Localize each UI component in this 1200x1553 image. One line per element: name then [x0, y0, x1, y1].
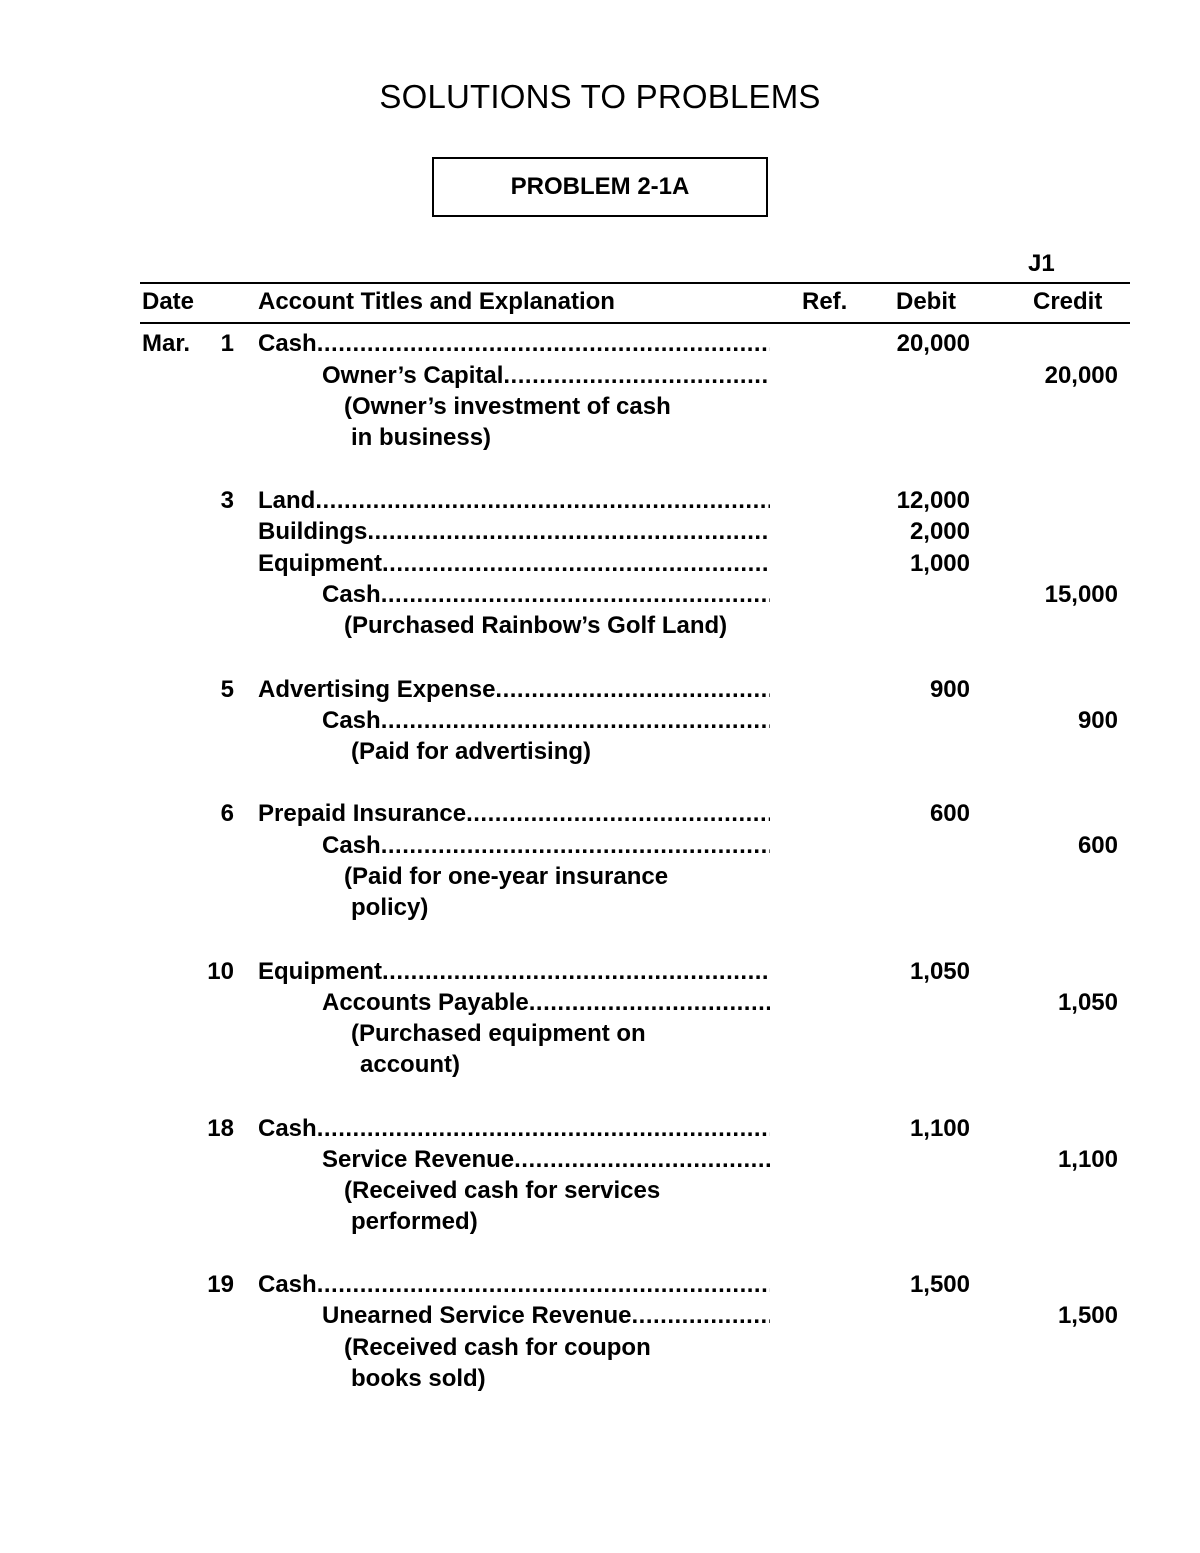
explanation-line	[0, 1049, 1200, 1080]
debit-account: Land .....	[258, 485, 770, 516]
problem-label: PROBLEM 2-1A	[510, 173, 690, 200]
col-header-date: Date	[142, 288, 195, 315]
journal-row	[0, 1269, 1200, 1300]
header-rule-top	[140, 282, 1130, 284]
credit-account: Cash .....	[322, 705, 770, 736]
entry-month: Mar.	[142, 330, 191, 357]
debit-amount: 12,000	[896, 487, 970, 514]
journal-row	[0, 987, 1200, 1018]
page-title: SOLUTIONS TO PROBLEMS	[379, 78, 821, 115]
journal-row	[0, 328, 1200, 359]
explanation-line	[0, 736, 1200, 767]
debit-amount: 1,100	[909, 1115, 970, 1142]
credit-amount: 15,000	[1044, 581, 1118, 608]
credit-account: Unearned Service Revenue .....	[322, 1300, 770, 1331]
credit-account: Owner’s Capital .....	[322, 360, 770, 391]
explanation-line	[0, 1332, 1200, 1363]
entry-day: 6	[220, 800, 234, 827]
journal-row	[0, 579, 1200, 610]
debit-amount: 20,000	[896, 330, 970, 357]
journal-row	[0, 1144, 1200, 1175]
journal-row	[0, 798, 1200, 829]
debit-amount: 2,000	[909, 518, 970, 545]
entry-day: 5	[220, 676, 234, 703]
entry-explanation: (Received cash for services	[344, 1177, 661, 1204]
col-header-ref: Ref.	[802, 288, 848, 315]
journal-row	[0, 830, 1200, 861]
debit-account: Buildings .....	[258, 516, 770, 547]
header-rule-bottom	[140, 322, 1130, 324]
debit-account: Cash .....	[258, 1269, 770, 1300]
col-header-account: Account Titles and Explanation	[258, 288, 615, 315]
debit-amount: 1,500	[909, 1271, 970, 1298]
entry-day: 1	[220, 330, 234, 357]
entry-day: 3	[220, 487, 234, 514]
journal-row	[0, 705, 1200, 736]
entry-explanation: books sold)	[351, 1365, 486, 1392]
journal-row	[0, 485, 1200, 516]
journal-row	[0, 360, 1200, 391]
explanation-line	[0, 1175, 1200, 1206]
debit-account: Advertising Expense .....	[258, 674, 770, 705]
journal-row	[0, 956, 1200, 987]
credit-amount: 600	[1077, 832, 1118, 859]
entry-explanation: (Paid for advertising)	[351, 738, 592, 765]
entry-explanation: (Received cash for coupon	[344, 1334, 651, 1361]
explanation-line	[0, 391, 1200, 422]
journal-row	[0, 1113, 1200, 1144]
explanation-line	[0, 1206, 1200, 1237]
journal-page-ref: J1	[1028, 250, 1055, 277]
journal-row	[0, 1300, 1200, 1331]
col-header-credit: Credit	[1033, 288, 1103, 315]
explanation-line	[0, 610, 1200, 641]
credit-account: Accounts Payable .....	[322, 987, 770, 1018]
explanation-line	[0, 892, 1200, 923]
explanation-line	[0, 861, 1200, 892]
debit-account: Cash .....	[258, 328, 770, 359]
debit-amount: 1,000	[909, 550, 970, 577]
debit-account: Equipment .....	[258, 956, 770, 987]
entry-explanation: (Paid for one-year insurance	[344, 863, 669, 890]
debit-account: Prepaid Insurance .....	[258, 798, 770, 829]
credit-amount: 1,050	[1057, 989, 1118, 1016]
journal-row	[0, 674, 1200, 705]
credit-amount: 900	[1077, 707, 1118, 734]
credit-amount: 1,500	[1057, 1302, 1118, 1329]
entry-day: 10	[207, 958, 234, 985]
entry-explanation: in business)	[351, 424, 492, 451]
entry-explanation: (Purchased equipment on	[351, 1020, 646, 1047]
entry-day: 18	[207, 1115, 234, 1142]
credit-amount: 1,100	[1057, 1146, 1118, 1173]
entry-explanation: (Purchased Rainbow’s Golf Land)	[344, 612, 728, 639]
credit-account: Cash .....	[322, 830, 770, 861]
credit-account: Cash .....	[322, 579, 770, 610]
entry-explanation: policy)	[351, 894, 429, 921]
entry-explanation: (Owner’s investment of cash	[344, 393, 671, 420]
debit-amount: 600	[929, 800, 970, 827]
credit-account: Service Revenue .....	[322, 1144, 770, 1175]
debit-account: Equipment .....	[258, 548, 770, 579]
debit-amount: 900	[929, 676, 970, 703]
debit-account: Cash .....	[258, 1113, 770, 1144]
debit-amount: 1,050	[909, 958, 970, 985]
problem-label-box	[432, 157, 768, 217]
entry-explanation: account)	[360, 1051, 461, 1078]
credit-amount: 20,000	[1044, 362, 1118, 389]
explanation-line	[0, 1018, 1200, 1049]
explanation-line	[0, 1363, 1200, 1394]
col-header-debit: Debit	[896, 288, 956, 315]
journal-row	[0, 548, 1200, 579]
explanation-line	[0, 422, 1200, 453]
entry-explanation: performed)	[351, 1208, 478, 1235]
entry-day: 19	[207, 1271, 234, 1298]
journal-row	[0, 516, 1200, 547]
